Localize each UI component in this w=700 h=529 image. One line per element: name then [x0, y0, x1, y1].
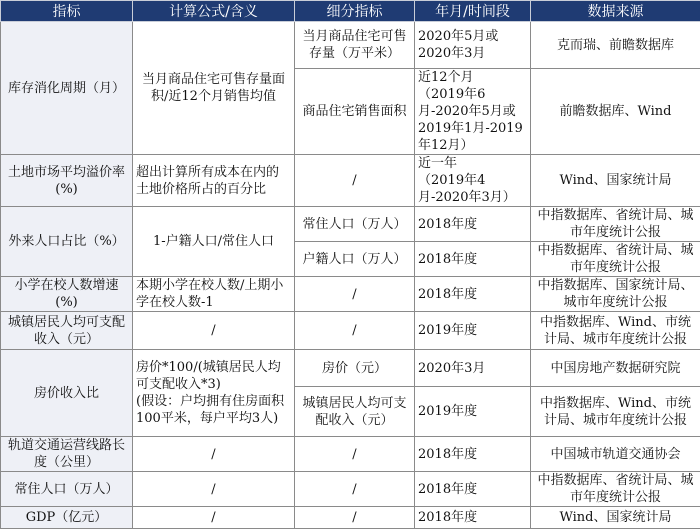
- source-cell: Wind、国家统计局: [531, 155, 700, 207]
- sub-metric-cell: 商品住宅销售面积: [295, 69, 415, 155]
- period-cell: 近一年 （2019年4月-2020年3月）: [415, 155, 531, 207]
- sub-metric-cell: 房价（元）: [295, 350, 415, 387]
- table-row: [1, 350, 700, 387]
- source-cell: 中指数据库、国家统计局、城市年度统计公报: [531, 277, 700, 312]
- period-cell: 2018年度: [415, 277, 531, 312]
- sub-metric-cell: /: [295, 507, 415, 529]
- formula-cell: /: [133, 312, 295, 350]
- formula-cell: 本期小学在校人数/上期小学在校人数-1: [133, 277, 295, 312]
- period-cell: 2018年度: [415, 472, 531, 507]
- source-cell: 中指数据库、省统计局、城市年度统计公报: [531, 242, 700, 277]
- period-cell: 2018年度: [415, 242, 531, 277]
- source-cell: 中指数据库、Wind、市统计局、城市年度统计公报: [531, 312, 700, 350]
- column-header-formula: 计算公式/含义: [133, 1, 295, 22]
- metric-cell: 小学在校人数增速(%): [1, 277, 133, 312]
- sub-metric-cell: 常住人口（万人）: [295, 207, 415, 242]
- table-header-row: [1, 1, 700, 22]
- sub-metric-cell: 城镇居民人均可支配收入（元）: [295, 387, 415, 437]
- metric-cell: 城镇居民人均可支配收入（元）: [1, 312, 133, 350]
- column-header-period: 年月/时间段: [415, 1, 531, 22]
- period-cell: 2018年度: [415, 437, 531, 472]
- period-cell: 2019年度: [415, 387, 531, 437]
- source-cell: 中指数据库、Wind、市统计局、城市年度统计公报: [531, 387, 700, 437]
- formula-cell: /: [133, 507, 295, 529]
- source-cell: 中国城市轨道交通协会: [531, 437, 700, 472]
- source-cell: 中国房地产数据研究院: [531, 350, 700, 387]
- table-row: [1, 472, 700, 507]
- formula-cell: 1-户籍人口/常住人口: [133, 207, 295, 277]
- formula-cell: 房价*100/(城镇居民人均可支配收入*3) (假设：户均拥有住房面积100平米，每户平均3人): [133, 350, 295, 437]
- source-cell: 中指数据库、省统计局、城市年度统计公报: [531, 207, 700, 242]
- table-row: [1, 207, 700, 242]
- metric-cell: 轨道交通运营线路长度（公里）: [1, 437, 133, 472]
- table-row: [1, 437, 700, 472]
- metric-cell: 常住人口（万人）: [1, 472, 133, 507]
- formula-cell: /: [133, 437, 295, 472]
- sub-metric-cell: 当月商品住宅可售存量（万平米）: [295, 22, 415, 69]
- sub-metric-cell: /: [295, 437, 415, 472]
- sub-metric-cell: /: [295, 472, 415, 507]
- metric-cell: 库存消化周期（月）: [1, 22, 133, 155]
- sub-metric-cell: 户籍人口（万人）: [295, 242, 415, 277]
- table-row: [1, 277, 700, 312]
- metric-cell: 外来人口占比（%）: [1, 207, 133, 277]
- formula-cell: 超出计算所有成本在内的土地价格所占的百分比: [133, 155, 295, 207]
- period-cell: 2020年5月或2020年3月: [415, 22, 531, 69]
- formula-cell: /: [133, 472, 295, 507]
- source-cell: 前瞻数据库、Wind: [531, 69, 700, 155]
- period-cell: 2018年度: [415, 507, 531, 529]
- period-cell: 近12个月 （2019年6月-2020年5月或2019年1月-2019年12月）: [415, 69, 531, 155]
- period-cell: 2019年度: [415, 312, 531, 350]
- formula-cell: 当月商品住宅可售存量面积/近12个月销售均值: [133, 22, 295, 155]
- metric-cell: 房价收入比: [1, 350, 133, 437]
- table-row: [1, 155, 700, 207]
- sub-metric-cell: /: [295, 277, 415, 312]
- period-cell: 2018年度: [415, 207, 531, 242]
- column-header-sub-metric: 细分指标: [295, 1, 415, 22]
- sub-metric-cell: /: [295, 155, 415, 207]
- source-cell: 中指数据库、省统计局、城市年度统计公报: [531, 472, 700, 507]
- column-header-source: 数据来源: [531, 1, 700, 22]
- source-cell: 克而瑞、前瞻数据库: [531, 22, 700, 69]
- metric-cell: GDP（亿元）: [1, 507, 133, 529]
- table-row: [1, 312, 700, 350]
- metric-cell: 土地市场平均溢价率(%): [1, 155, 133, 207]
- table-row: [1, 22, 700, 69]
- sub-metric-cell: /: [295, 312, 415, 350]
- period-cell: 2020年3月: [415, 350, 531, 387]
- source-cell: Wind、国家统计局: [531, 507, 700, 529]
- column-header-metric: 指标: [1, 1, 133, 22]
